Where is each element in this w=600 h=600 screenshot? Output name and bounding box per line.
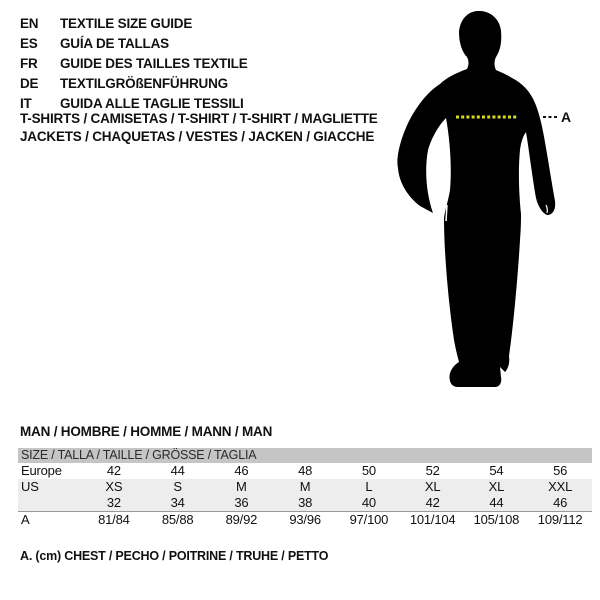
table-cell: 50 bbox=[361, 463, 376, 478]
table-cell: 46 bbox=[234, 463, 249, 478]
table-cell: 97/100 bbox=[349, 512, 389, 527]
table-cell: S bbox=[173, 479, 182, 494]
man-silhouette bbox=[397, 11, 555, 387]
table-row-us bbox=[18, 479, 592, 495]
garment-categories bbox=[20, 110, 378, 146]
language-code: FR bbox=[20, 56, 38, 71]
section-title-man: MAN / HOMBRE / HOMME / MANN / MAN bbox=[20, 424, 273, 439]
table-cell: M bbox=[299, 479, 311, 494]
language-title: TEXTILGRÖßENFÜHRUNG bbox=[60, 76, 228, 91]
language-code: ES bbox=[20, 36, 38, 51]
table-cell: 44 bbox=[170, 463, 185, 478]
language-list bbox=[20, 14, 248, 114]
language-code: EN bbox=[20, 16, 39, 31]
table-cell: 42 bbox=[106, 463, 121, 478]
size-table-header: SIZE / TALLA / TAILLE / GRÖSSE / TAGLIA bbox=[18, 448, 592, 463]
table-cell: 52 bbox=[425, 463, 440, 478]
language-code: DE bbox=[20, 76, 39, 91]
pocket-slit-detail bbox=[446, 205, 447, 221]
language-row bbox=[20, 74, 248, 94]
table-cell: 93/96 bbox=[289, 512, 321, 527]
table-cell: M bbox=[236, 479, 247, 494]
table-row-chest-a bbox=[18, 511, 592, 527]
table-cell: 101/104 bbox=[409, 512, 456, 527]
language-title: GUIDA ALLE TAGLIE TESSILI bbox=[60, 96, 244, 111]
table-cell: L bbox=[365, 479, 373, 494]
language-title: TEXTILE SIZE GUIDE bbox=[60, 16, 193, 31]
garment-line-tshirts: T-SHIRTS / CAMISETAS / T-SHIRT / T-SHIRT / MAGLIETTE bbox=[20, 111, 378, 126]
row-label: US bbox=[21, 479, 39, 494]
table-cell: 36 bbox=[234, 495, 249, 510]
measure-label-a: A bbox=[561, 109, 571, 125]
language-row bbox=[20, 54, 248, 74]
table-row-europe bbox=[18, 463, 592, 479]
table-cell: 56 bbox=[553, 463, 568, 478]
table-cell: 32 bbox=[106, 495, 121, 510]
row-label: Europe bbox=[21, 463, 62, 478]
row-label bbox=[18, 495, 82, 511]
footnote-chest: A. (cm) CHEST / PECHO / POITRINE / TRUHE / PETTO bbox=[20, 549, 329, 563]
table-cell: 48 bbox=[298, 463, 313, 478]
language-title: GUÍA DE TALLAS bbox=[60, 36, 169, 51]
table-cell: 85/88 bbox=[161, 512, 194, 527]
language-row bbox=[20, 34, 248, 54]
table-cell: 40 bbox=[361, 495, 376, 510]
table-cell: 38 bbox=[298, 495, 313, 510]
table-cell: XS bbox=[105, 479, 123, 494]
table-cell: 34 bbox=[170, 495, 185, 510]
man-silhouette-figure bbox=[395, 5, 585, 395]
language-title: GUIDE DES TAILLES TEXTILE bbox=[60, 56, 248, 71]
size-table bbox=[18, 448, 592, 527]
table-cell: 81/84 bbox=[98, 512, 130, 527]
table-cell: 42 bbox=[425, 495, 440, 510]
table-cell: XL bbox=[424, 479, 441, 494]
table-row-us-numeric bbox=[18, 495, 592, 511]
table-cell: XL bbox=[488, 479, 505, 494]
table-cell: 109/112 bbox=[537, 512, 583, 527]
table-cell: 46 bbox=[553, 495, 568, 510]
table-cell: XXL bbox=[548, 479, 573, 494]
language-row bbox=[20, 14, 248, 34]
row-label: A bbox=[21, 512, 30, 527]
table-cell: 54 bbox=[489, 463, 504, 478]
garment-line-jackets: JACKETS / CHAQUETAS / VESTES / JACKEN / GIACCHE bbox=[20, 129, 375, 144]
language-code: IT bbox=[20, 96, 32, 111]
table-cell: 44 bbox=[489, 495, 504, 510]
table-cell: 105/108 bbox=[473, 512, 520, 527]
table-cell: 89/92 bbox=[225, 512, 258, 527]
